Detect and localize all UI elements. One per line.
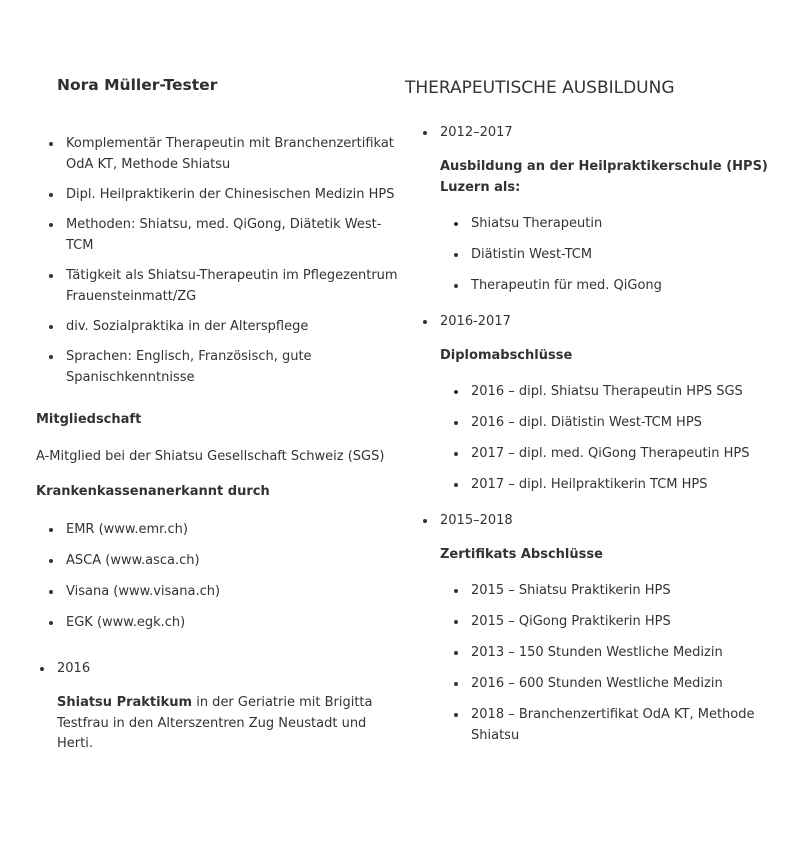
practicum-list [36, 658, 400, 679]
education-item: • 2017 – dipl. Heilpraktikerin TCM HPS [468, 474, 775, 495]
education-years: • 2015–2018 [440, 513, 513, 528]
education-years: • 2012–2017 [440, 125, 513, 140]
membership-heading: Mitgliedschaft [36, 412, 142, 427]
practicum-description: in der Geriatrie mit Brigitta Testfrau in den Alterszentren Zug Neustadt und Herti. [57, 695, 373, 751]
education-item: • 2015 – Shiatsu Praktikerin HPS [468, 580, 775, 601]
membership-text: A-Mitglied bei der Shiatsu Gesellschaft Schweiz (SGS) [36, 449, 385, 464]
education-item: • Diätistin West-TCM [468, 244, 775, 265]
profile-item: • div. Sozialpraktika in der Alterspflege [63, 316, 400, 337]
practicum-paragraph [57, 693, 393, 755]
education-item: • 2015 – QiGong Praktikerin HPS [468, 611, 775, 632]
insurer-item: • EMR (www.emr.ch) [63, 519, 400, 540]
education-item: • Therapeutin für med. QiGong [468, 275, 775, 296]
education-years: • 2016-2017 [440, 314, 511, 329]
education-items [440, 381, 775, 495]
education-section [437, 122, 775, 296]
education-item: • 2017 – dipl. med. QiGong Therapeutin HPS [468, 443, 775, 464]
education-sections [405, 122, 775, 746]
education-subheading: Diplomabschlüsse [440, 348, 573, 363]
person-name-heading: Nora Müller-Tester [57, 76, 218, 94]
education-heading: THERAPEUTISCHE AUSBILDUNG [405, 78, 675, 98]
insurer-item: • EGK (www.egk.ch) [63, 612, 400, 633]
practicum-title: Shiatsu Praktikum [57, 695, 193, 710]
education-item: • 2018 – Branchenzertifikat OdA KT, Methode Shiatsu [468, 704, 775, 746]
profile-column [36, 75, 400, 755]
education-item: • Shiatsu Therapeutin [468, 213, 775, 234]
profile-item: • Sprachen: Englisch, Französisch, gute Spanischkenntnisse [63, 346, 400, 388]
education-item: • 2016 – dipl. Diätistin West-TCM HPS [468, 412, 775, 433]
profile-item: • Komplementär Therapeutin mit Branchenzertifikat OdA KT, Methode Shiatsu [63, 133, 400, 175]
practicum-year: • 2016 [54, 658, 400, 679]
education-items [440, 580, 775, 746]
education-item: • 2016 – dipl. Shiatsu Therapeutin HPS SGS [468, 381, 775, 402]
education-item: • 2016 – 600 Stunden Westliche Medizin [468, 673, 775, 694]
education-subheading: Ausbildung an der Heilpraktikerschule (HPS) Luzern als: [440, 159, 768, 195]
profile-list [36, 133, 400, 388]
education-item: • 2013 – 150 Stunden Westliche Medizin [468, 642, 775, 663]
profile-item: • Dipl. Heilpraktikerin der Chinesischen Medizin HPS [63, 184, 400, 205]
insurers-list [36, 519, 400, 633]
education-section [437, 510, 775, 746]
insurance-recognition-heading: Krankenkassenanerkannt durch [36, 484, 270, 499]
education-items [440, 213, 775, 296]
insurer-item: • Visana (www.visana.ch) [63, 581, 400, 602]
profile-item: • Tätigkeit als Shiatsu-Therapeutin im Pflegezentrum Frauensteinmatt/ZG [63, 265, 400, 307]
education-subheading: Zertifikats Abschlüsse [440, 547, 603, 562]
profile-item: • Methoden: Shiatsu, med. QiGong, Diätetik West-TCM [63, 214, 400, 256]
education-column [405, 75, 775, 761]
insurer-item: • ASCA (www.asca.ch) [63, 550, 400, 571]
education-section [437, 311, 775, 495]
